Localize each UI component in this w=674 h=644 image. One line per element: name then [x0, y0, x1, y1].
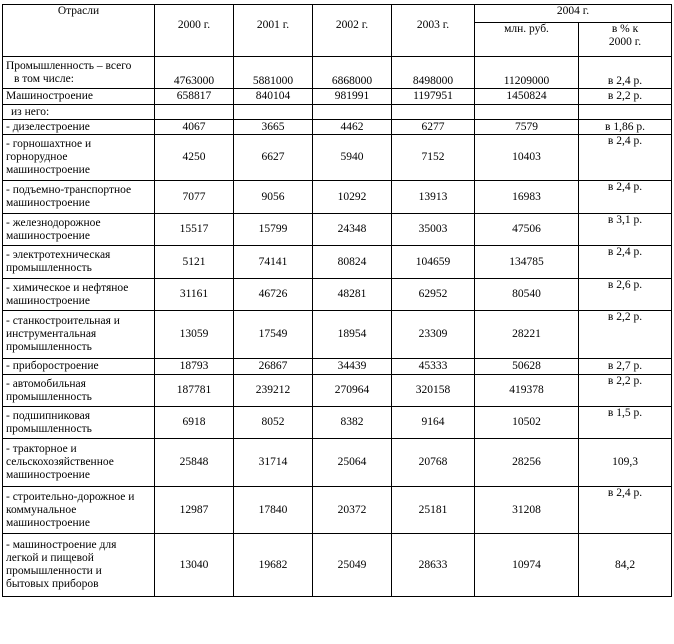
value-2004: 28256	[475, 439, 579, 487]
value-2001: 19682	[234, 534, 313, 597]
value-2003: 7152	[392, 135, 475, 181]
row-name-line: промышленности и	[6, 565, 102, 577]
pct-2004: в 2,4 р.	[579, 135, 672, 181]
value-2000: 13059	[155, 311, 234, 359]
row-name-of-which: из него:	[3, 105, 155, 120]
pct-2004: в 2,4 р.	[579, 487, 672, 534]
value-2004: 134785	[475, 246, 579, 279]
header-pct-line1: в % к	[611, 23, 639, 35]
row-name-line: в том числе:	[14, 72, 74, 85]
table-row	[3, 375, 672, 407]
pct-2004: в 2,2 р.	[579, 89, 672, 105]
table-row	[3, 120, 672, 135]
pct-2004: 84,2	[579, 534, 672, 597]
header-pct	[579, 23, 672, 57]
value-2001: 8052	[234, 407, 313, 439]
value-2001: 6627	[234, 135, 313, 181]
value-2004: 50628	[475, 359, 579, 375]
pct-2004: в 2,6 р.	[579, 279, 672, 311]
value-2001: 3665	[234, 120, 313, 135]
row-name	[3, 439, 155, 487]
value-2004: 10974	[475, 534, 579, 597]
table-row	[3, 407, 672, 439]
table-row	[3, 214, 672, 246]
header-industry: Отрасли	[3, 5, 155, 57]
row-name-line: - железнодорожное	[6, 216, 101, 229]
header-year-2002: 2002 г.	[313, 5, 392, 57]
value-2003: 25181	[392, 487, 475, 534]
row-name-line: - горношахтное и	[6, 138, 92, 150]
value-2002: 25049	[313, 534, 392, 597]
row-name-line: промышленность	[6, 422, 92, 435]
table-row	[3, 311, 672, 359]
industry-table	[2, 4, 672, 597]
header-year-2004: 2004 г.	[475, 5, 672, 23]
row-name-line: машиностроение	[6, 294, 90, 307]
row-name-line: промышленность	[6, 262, 92, 274]
row-name-line: машиностроение	[6, 516, 90, 529]
row-name: Машиностроение	[3, 89, 155, 105]
pct-2004: в 2,4 р.	[579, 181, 672, 214]
value-2000: 4067	[155, 120, 234, 135]
row-name-line: машиностроение	[6, 164, 90, 176]
value-2003: 6277	[392, 120, 475, 135]
table-row-of-which	[3, 105, 672, 120]
row-name	[3, 214, 155, 246]
row-name	[3, 311, 155, 359]
row-name-line: - подшипниковая	[6, 409, 91, 422]
pct-2004: в 2,2 р.	[579, 311, 672, 359]
value-2004: 11209000	[475, 57, 579, 89]
value-2002: 18954	[313, 311, 392, 359]
header-year-2000: 2000 г.	[155, 5, 234, 57]
value-2001: 9056	[234, 181, 313, 214]
row-name-line: - тракторное и	[6, 443, 77, 455]
value-2002: 34439	[313, 359, 392, 375]
value-2000: 4763000	[155, 57, 234, 89]
value-2004: 1450824	[475, 89, 579, 105]
value-2002: 24348	[313, 214, 392, 246]
row-name	[3, 487, 155, 534]
value-2003: 35003	[392, 214, 475, 246]
value-2004: 10403	[475, 135, 579, 181]
pct-2004: в 1,86 р.	[579, 120, 672, 135]
header-mln-rub: млн. руб.	[475, 23, 579, 57]
row-name-line: Промышленность – всего	[6, 59, 132, 72]
value-2004: 47506	[475, 214, 579, 246]
value-2003: 23309	[392, 311, 475, 359]
table-row	[3, 534, 672, 597]
row-name-line: - станкостроительная и	[6, 315, 120, 327]
value-2002: 25064	[313, 439, 392, 487]
value-2000: 15517	[155, 214, 234, 246]
pct-2004: в 2,2 р.	[579, 375, 672, 407]
row-name-line: машиностроение	[6, 469, 90, 481]
row-name-line: бытовых приборов	[6, 578, 99, 590]
pct-2004: 109,3	[579, 439, 672, 487]
value-2002: 48281	[313, 279, 392, 311]
row-name	[3, 407, 155, 439]
value-2004: 28221	[475, 311, 579, 359]
value-2004: 80540	[475, 279, 579, 311]
row-name-line: - электротехническая	[6, 249, 111, 261]
row-name-line: - строительно-дорожное и	[6, 490, 135, 503]
pct-2004: в 3,1 р.	[579, 214, 672, 246]
pct-2004: в 2,4 р.	[579, 57, 672, 89]
table-row-machinery	[3, 89, 672, 105]
pct-2004: в 2,4 р.	[579, 246, 672, 279]
table-row	[3, 359, 672, 375]
value-2003: 13913	[392, 181, 475, 214]
table-row	[3, 246, 672, 279]
row-name-line: промышленность	[6, 390, 92, 403]
row-name-line: - дизелестроение	[6, 120, 90, 133]
header-year-2001: 2001 г.	[234, 5, 313, 57]
value-2003: 28633	[392, 534, 475, 597]
value-2000: 13040	[155, 534, 234, 597]
row-name-line: машиностроение	[6, 229, 90, 242]
row-name	[3, 375, 155, 407]
value-2001: 74141	[234, 246, 313, 279]
value-2003: 8498000	[392, 57, 475, 89]
value-2003: 45333	[392, 359, 475, 375]
row-name-line: - приборостроение	[6, 360, 99, 372]
value-2004: 10502	[475, 407, 579, 439]
value-2002: 8382	[313, 407, 392, 439]
row-name-line: машиностроение	[6, 197, 90, 209]
value-2004: 31208	[475, 487, 579, 534]
row-name	[3, 57, 155, 89]
row-name	[3, 135, 155, 181]
value-2003: 104659	[392, 246, 475, 279]
value-2001: 239212	[234, 375, 313, 407]
table-row	[3, 279, 672, 311]
row-name-line: инструментальная	[6, 328, 97, 340]
value-2000: 18793	[155, 359, 234, 375]
row-name	[3, 120, 155, 135]
value-2001: 17840	[234, 487, 313, 534]
value-2004: 16983	[475, 181, 579, 214]
value-2002: 981991	[313, 89, 392, 105]
value-2003: 20768	[392, 439, 475, 487]
value-2003: 320158	[392, 375, 475, 407]
pct-2004: в 1,5 р.	[579, 407, 672, 439]
value-2001: 26867	[234, 359, 313, 375]
value-2002: 10292	[313, 181, 392, 214]
value-2000: 7077	[155, 181, 234, 214]
row-name-line: - машиностроение для	[6, 539, 117, 551]
value-2002: 4462	[313, 120, 392, 135]
table-row	[3, 487, 672, 534]
value-2001: 46726	[234, 279, 313, 311]
value-2004: 419378	[475, 375, 579, 407]
table-row	[3, 439, 672, 487]
row-name	[3, 279, 155, 311]
value-2000: 5121	[155, 246, 234, 279]
value-2002: 20372	[313, 487, 392, 534]
row-name-line: коммунальное	[6, 503, 77, 516]
header-pct-line2: 2000 г.	[608, 36, 642, 48]
value-2002: 80824	[313, 246, 392, 279]
value-2000: 12987	[155, 487, 234, 534]
value-2003: 62952	[392, 279, 475, 311]
row-name	[3, 359, 155, 375]
pct-2004: в 2,7 р.	[579, 359, 672, 375]
row-name	[3, 181, 155, 214]
value-2002: 6868000	[313, 57, 392, 89]
value-2002: 270964	[313, 375, 392, 407]
value-2000: 187781	[155, 375, 234, 407]
row-name	[3, 534, 155, 597]
row-name-line: - подъемно-транспортное	[6, 184, 132, 196]
value-2000: 6918	[155, 407, 234, 439]
row-name-line: - автомобильная	[6, 377, 86, 390]
value-2003: 9164	[392, 407, 475, 439]
value-2001: 840104	[234, 89, 313, 105]
table-row	[3, 135, 672, 181]
row-name-line: - химическое и нефтяное	[6, 281, 129, 294]
table-row	[3, 181, 672, 214]
value-2000: 25848	[155, 439, 234, 487]
value-2001: 5881000	[234, 57, 313, 89]
value-2000: 31161	[155, 279, 234, 311]
value-2000: 658817	[155, 89, 234, 105]
header-year-2003: 2003 г.	[392, 5, 475, 57]
table-row-total	[3, 57, 672, 89]
value-2002: 5940	[313, 135, 392, 181]
row-name-line: сельскохозяйственное	[6, 456, 114, 468]
value-2001: 15799	[234, 214, 313, 246]
value-2003: 1197951	[392, 89, 475, 105]
row-name-line: горнорудное	[6, 151, 68, 163]
row-name	[3, 246, 155, 279]
value-2000: 4250	[155, 135, 234, 181]
value-2001: 31714	[234, 439, 313, 487]
row-name-line: легкой и пищевой	[6, 552, 94, 564]
value-2001: 17549	[234, 311, 313, 359]
row-name-line: промышленность	[6, 341, 92, 353]
value-2004: 7579	[475, 120, 579, 135]
